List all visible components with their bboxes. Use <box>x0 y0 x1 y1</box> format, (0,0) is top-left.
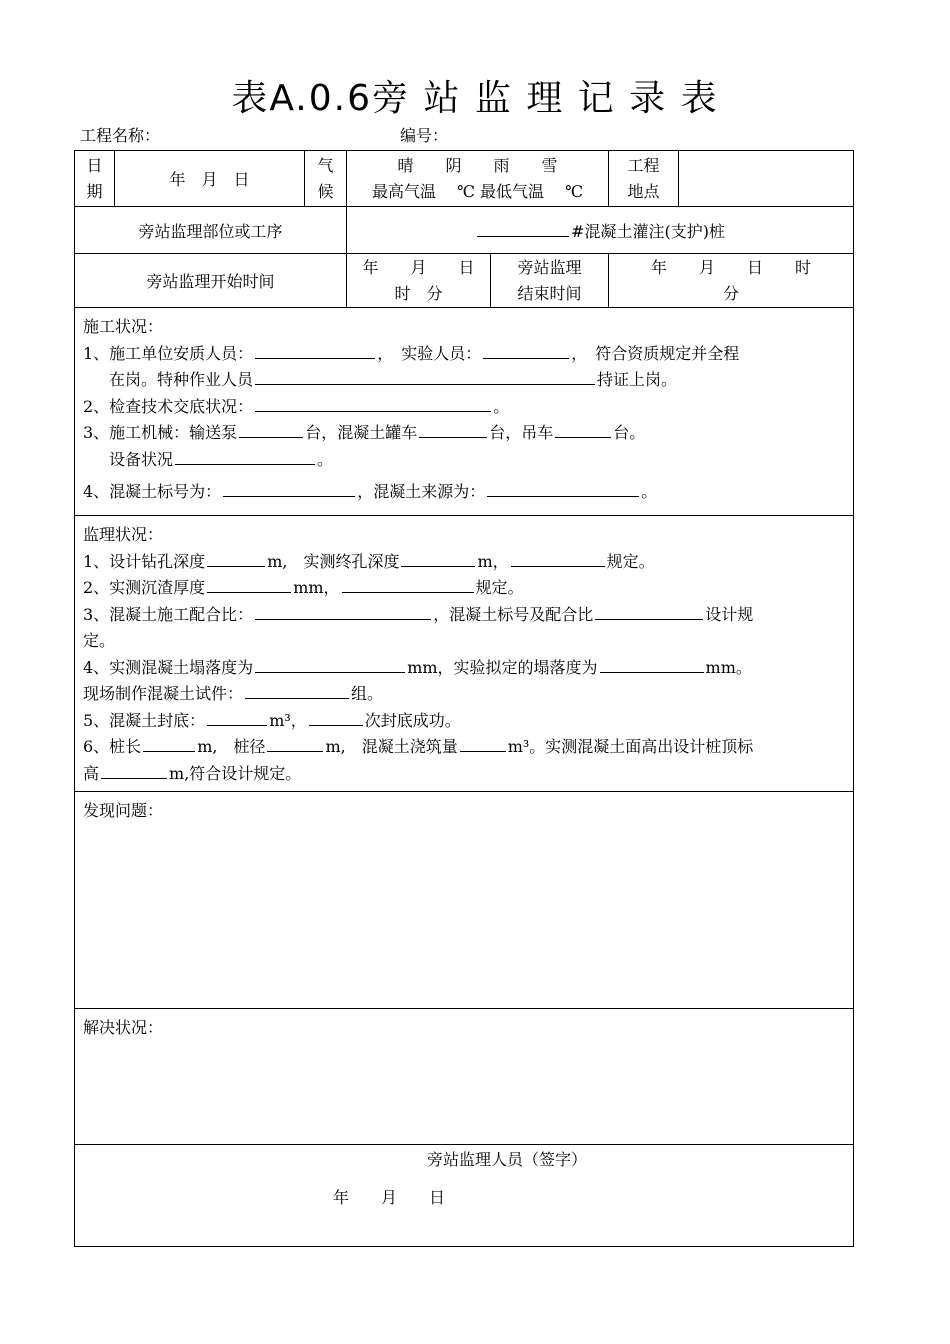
start-time-value[interactable]: 年 月 日 时 分 <box>347 254 491 308</box>
site-value[interactable] <box>679 151 854 207</box>
part-value: #混凝土灌注(支护)桩 <box>571 221 725 241</box>
supervision-record-form <box>74 150 854 1247</box>
seal-attempts-blank[interactable] <box>309 708 363 726</box>
equipment-status-blank[interactable] <box>175 447 315 465</box>
signature-section <box>75 1145 854 1247</box>
construction-line-3b: 设备状况 。 <box>83 447 845 474</box>
site-label: 工程 地点 <box>609 151 679 207</box>
measured-slump-blank[interactable] <box>255 655 405 673</box>
signature-date: 年 月 日 <box>333 1188 446 1207</box>
concrete-grade-blank[interactable] <box>223 479 355 497</box>
construction-line-2: 2、检查技术交底状况： 。 <box>83 394 845 421</box>
problems-label: 发现问题： <box>83 801 164 820</box>
bottom-seal-volume-blank[interactable] <box>207 708 267 726</box>
safety-staff-blank[interactable] <box>255 341 375 359</box>
crane-count-blank[interactable] <box>555 420 611 438</box>
temperature-fields: 最高气温 ℃ 最低气温 ℃ <box>371 181 584 201</box>
construction-line-1: 1、施工单位安质人员： ， 实验人员： ， 符合资质规定并全程 <box>83 341 845 368</box>
date-value[interactable]: 年 月 日 <box>115 151 305 207</box>
weather-label: 气 候 <box>305 151 347 207</box>
supervision-heading: 监理状况： <box>83 525 164 544</box>
pour-volume-blank[interactable] <box>460 734 506 752</box>
supervision-section <box>75 516 854 792</box>
excess-height-blank[interactable] <box>101 761 167 779</box>
supervision-line-3: 3、混凝土施工配合比： ，混凝土标号及配合比 设计规 <box>83 602 845 629</box>
planned-slump-blank[interactable] <box>600 655 704 673</box>
end-time-value[interactable]: 年 月 日 时 分 <box>609 254 854 308</box>
supervision-line-4b: 现场制作混凝土试件： 组。 <box>83 681 845 708</box>
specimen-count-blank[interactable] <box>245 681 349 699</box>
page-title: 表A.0.6旁 站 监 理 记 录 表 <box>231 78 719 119</box>
supervision-line-6: 6、桩长 m, 桩径 m, 混凝土浇筑量 m³。实测混凝土面高出设计桩顶标 <box>83 734 845 761</box>
solution-cell[interactable] <box>75 1009 854 1145</box>
signature-cell[interactable] <box>75 1145 854 1247</box>
start-time-label: 旁站监理开始时间 <box>75 254 347 308</box>
lab-staff-blank[interactable] <box>483 341 569 359</box>
pump-count-blank[interactable] <box>239 420 303 438</box>
concrete-source-blank[interactable] <box>487 479 639 497</box>
grade-ratio-blank[interactable] <box>595 602 703 620</box>
header-row <box>75 151 854 207</box>
measured-depth-blank[interactable] <box>401 549 475 567</box>
date-label: 日 期 <box>75 151 115 207</box>
construction-section <box>75 308 854 516</box>
pile-length-blank[interactable] <box>143 734 195 752</box>
problems-cell[interactable] <box>75 792 854 1009</box>
part-label: 旁站监理部位或工序 <box>75 207 347 254</box>
weather-cell[interactable] <box>347 151 609 207</box>
part-cell[interactable] <box>347 207 854 254</box>
supervision-line-5: 5、混凝土封底： m³， 次封底成功。 <box>83 708 845 735</box>
supervision-line-1: 1、设计钻孔深度 m, 实测终孔深度 m， 规定。 <box>83 549 845 576</box>
problems-section <box>75 792 854 1009</box>
construction-line-3: 3、施工机械：输送泵 台，混凝土罐车 台，吊车 台。 <box>83 420 845 447</box>
supervision-line-4: 4、实测混凝土塌落度为 mm，实验拟定的塌落度为 mm。 <box>83 655 845 682</box>
pile-number-blank[interactable] <box>477 219 569 237</box>
time-row <box>75 254 854 308</box>
construction-line-4: 4、混凝土标号为： ，混凝土来源为： 。 <box>83 479 845 506</box>
supervision-line-6b: 高 m,符合设计规定。 <box>83 761 845 788</box>
sediment-thickness-blank[interactable] <box>207 575 291 593</box>
part-row <box>75 207 854 254</box>
weather-options: 晴 阴 雨 雪 <box>397 155 558 175</box>
signature-label: 旁站监理人员（签字） <box>427 1150 588 1169</box>
number-label: 编号： <box>400 126 449 145</box>
sediment-compliance-blank[interactable] <box>342 575 474 593</box>
special-worker-blank[interactable] <box>255 367 595 385</box>
solution-section <box>75 1009 854 1145</box>
construction-line-1b: 在岗。特种作业人员 持证上岗。 <box>83 367 845 394</box>
pile-diameter-blank[interactable] <box>267 734 323 752</box>
supervision-line-3b: 定。 <box>83 631 116 650</box>
mixer-count-blank[interactable] <box>419 420 487 438</box>
end-time-label: 旁站监理 结束时间 <box>491 254 609 308</box>
design-depth-blank[interactable] <box>207 549 265 567</box>
supervision-line-2: 2、实测沉渣厚度 mm， 规定。 <box>83 575 845 602</box>
mix-ratio-blank[interactable] <box>255 602 431 620</box>
solution-label: 解决状况： <box>83 1018 164 1037</box>
construction-heading: 施工状况： <box>83 317 164 336</box>
depth-compliance-blank[interactable] <box>511 549 605 567</box>
briefing-status-blank[interactable] <box>255 394 491 412</box>
project-name-label: 工程名称： <box>80 126 161 145</box>
